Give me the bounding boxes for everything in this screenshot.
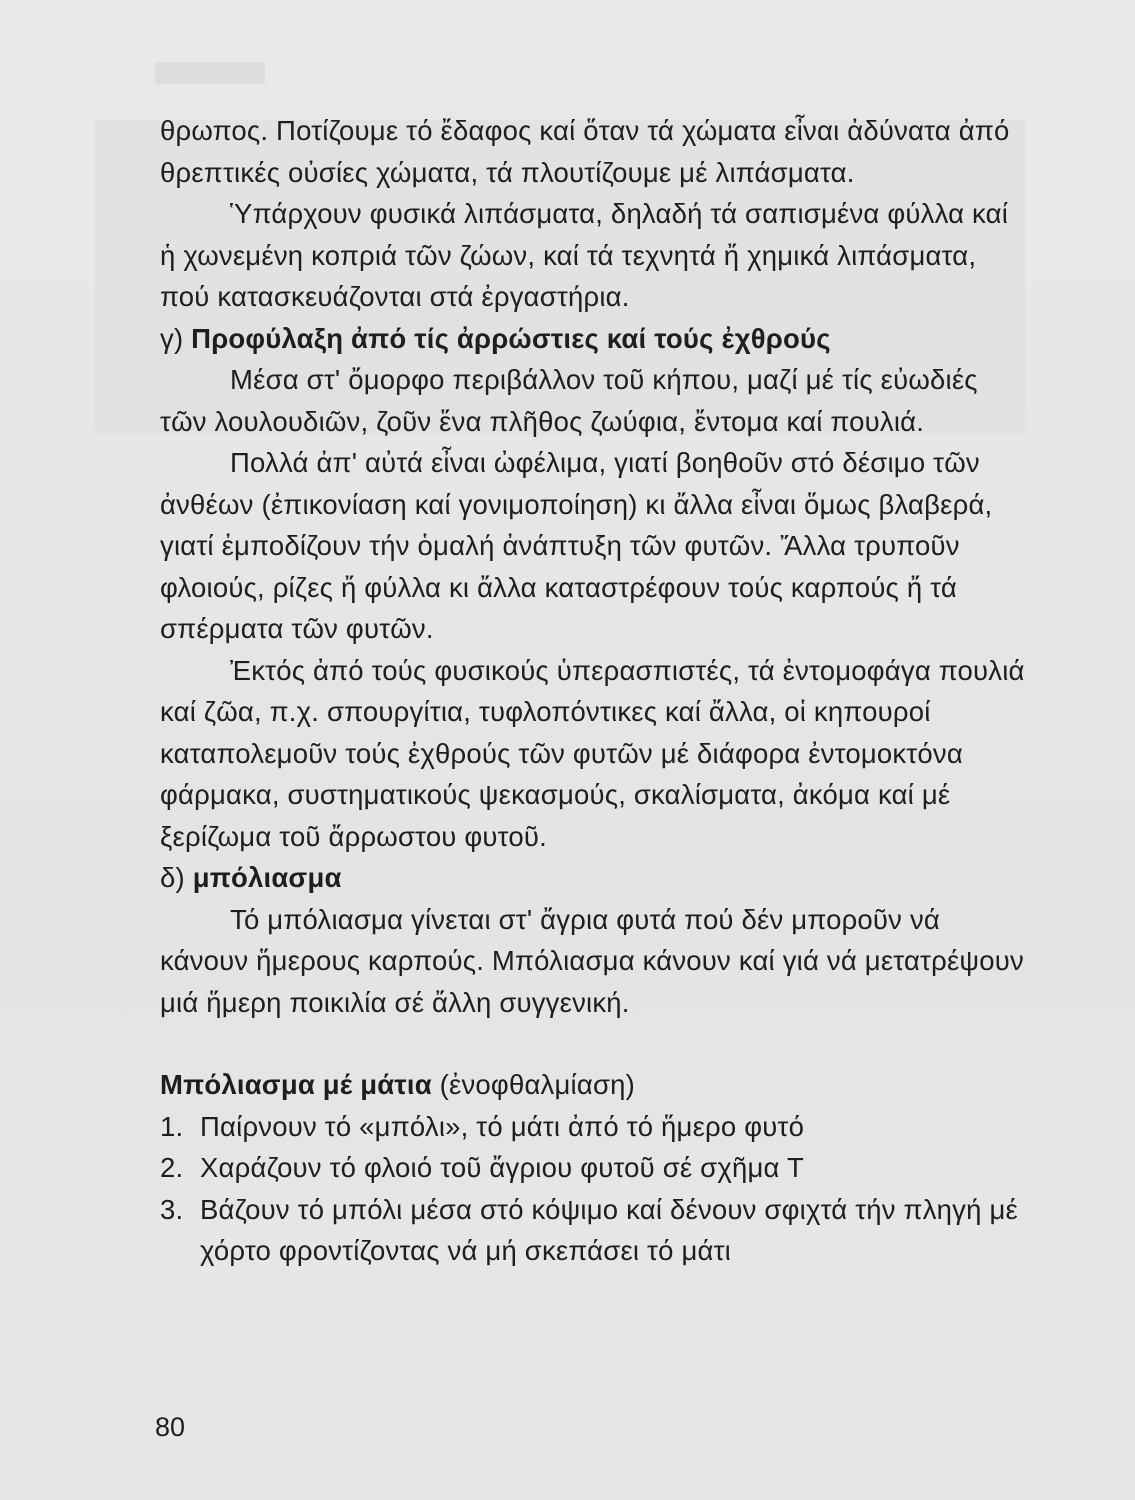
list-item-text: Παίρνουν τό «μπόλι», τό μάτι ἀπό τό ἥμερο φυτό: [200, 1110, 805, 1142]
subsection-heading: [160, 1064, 1030, 1106]
page-number: 80: [155, 1412, 186, 1442]
paragraph-fertilizers: Ὑπάρχουν φυσικά λιπάσματα, δηλαδή τά σαπισμένα φύλλα καί ἡ χωνεμένη κοπριά τῶν ζώων, καί τά τεχνητά ἤ χημικά λιπάσματα, πού κατασκευάζονται στά ἐργαστήρια.: [160, 198, 1009, 312]
section-d-heading: [160, 857, 1030, 899]
section-d-label: δ): [160, 862, 185, 893]
list-item: [160, 1189, 1030, 1272]
section-g-heading: [160, 318, 1030, 360]
section-g-label: γ): [160, 322, 184, 354]
spacer: [160, 1023, 1030, 1064]
list-item-number: 2.: [160, 1152, 184, 1183]
list-item: [160, 1147, 1030, 1189]
paragraph-grafting: Τό μπόλιασμα γίνεται στ' ἄγρια φυτά πού δέν μποροῦν νά κάνουν ἥμερους καρπούς. Μπόλιασμα κάνουν καί γιά νά μετατρέψουν μιά ἥμερη ποικιλία σέ ἄλλη συγγενική.: [160, 903, 1024, 1018]
paragraph-continued: θρωπος. Ποτίζουμε τό ἔδαφος καί ὅταν τά χώματα εἶναι ἀδύνατα ἀπό θρεπτικές οὐσίες χώματα, τά πλουτίζουμε μέ λιπάσματα.: [160, 115, 1010, 188]
list-item-text: Βάζουν τό μπόλι μέσα στό κόψιμο καί δένουν σφιχτά τήν πληγή μέ χόρτο φροντίζοντας νά μή σκεπάσει τό μάτι: [200, 1193, 1018, 1266]
subsection-subtitle: (ἐνοφθαλμίαση): [439, 1069, 635, 1100]
list-item: [160, 1106, 1030, 1148]
section-d-title: μπόλιασμα: [192, 862, 342, 893]
list-item-number: 1.: [160, 1110, 184, 1142]
paragraph-useful-harmful: Πολλά ἀπ' αὐτά εἶναι ὠφέλιμα, γιατί βοηθοῦν στό δέσιμο τῶν ἀνθέων (ἐπικονίαση καί γονιμοποίηση) κι ἄλλα εἶναι ὅμως βλαβερά, γιατί ἐμποδίζουν τήν ὁμαλή ἀνάπτυξη τῶν φυτῶν. Ἄλλα τρυποῦν φλοιούς, ρίζες ἤ φύλλα κι ἄλλα καταστρέφουν τούς καρπούς ἤ τά σπέρματα τῶν φυτῶν.: [160, 447, 993, 644]
subsection-title: Μπόλιασμα μέ μάτια: [160, 1069, 432, 1100]
paragraph-pest-control: Ἐκτός ἀπό τούς φυσικούς ὑπερασπιστές, τά ἐντομοφάγα πουλιά καί ζῶα, π.χ. σπουργίτια, τυφλοπόντικες καί ἄλλα, οἱ κηπουροί καταπολεμοῦν τούς ἐχθρούς τῶν φυτῶν μέ διάφορα ἐντομοκτόνα φάρμακα, συστηματικούς ψεκασμούς, σκαλίσματα, ἀκόμα καί μέ ξερίζωμα τοῦ ἄρρωστου φυτοῦ.: [160, 654, 1025, 852]
show-through-title: [155, 62, 265, 84]
list-item-number: 3.: [160, 1193, 184, 1225]
page-body: [160, 110, 1030, 1272]
section-g-title: Προφύλαξη ἀπό τίς ἀρρώστιες καί τούς ἐχθρούς: [191, 322, 831, 354]
paragraph-garden-life: Μέσα στ' ὄμορφο περιβάλλον τοῦ κήπου, μαζί μέ τίς εὐωδιές τῶν λουλουδιῶν, ζοῦν ἕνα πλῆθος ζωύφια, ἔντομα καί πουλιά.: [160, 364, 978, 437]
list-item-text: Χαράζουν τό φλοιό τοῦ ἄγριου φυτοῦ σέ σχῆμα Τ: [200, 1152, 804, 1183]
